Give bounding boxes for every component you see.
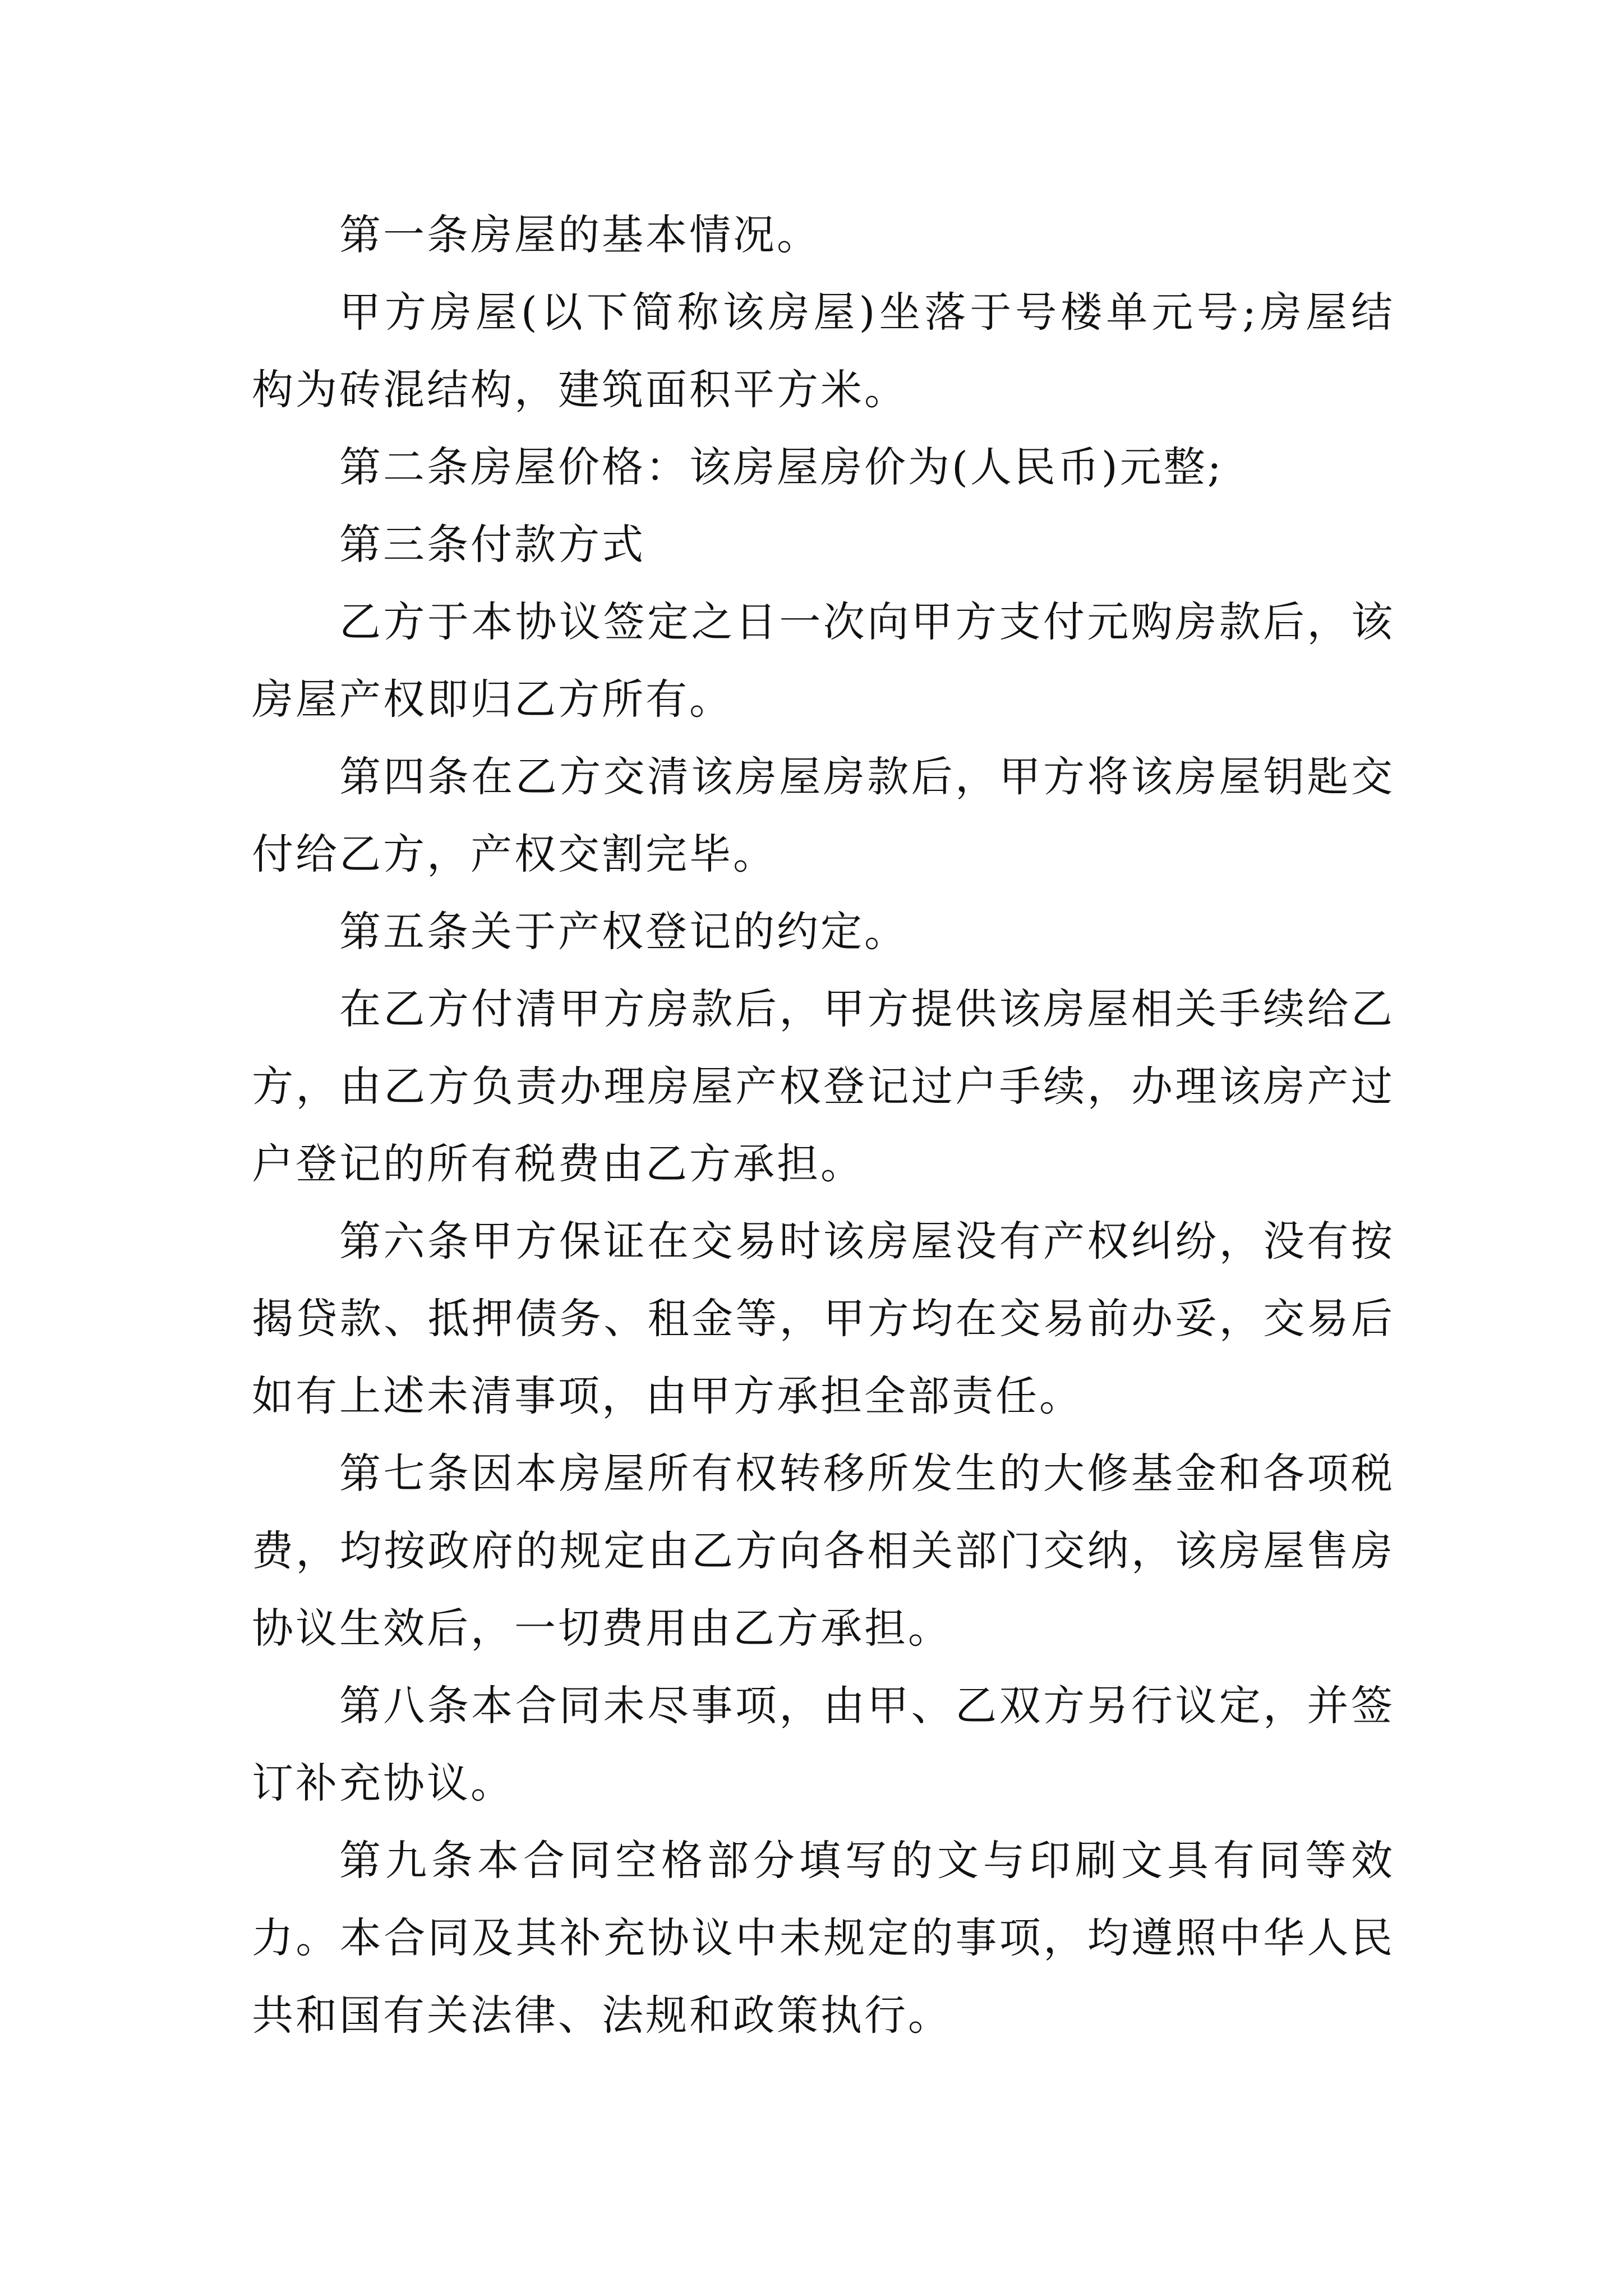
paragraph-article-1-heading: 第一条房屋的基本情况。	[339, 211, 820, 259]
paragraph-article-3-heading: 第三条付款方式	[339, 521, 645, 569]
paragraph-article-2-price: 第二条房屋价格：该房屋房价为(人民币)元整;	[339, 443, 1224, 491]
paragraph-article-5-heading: 第五条关于产权登记的约定。	[339, 908, 908, 956]
paragraph-article-7-fees: 第七条因本房屋所有权转移所发生的大修基金和各项税费，均按政府的规定由乙方向各相关部门交纳，该房屋售房协议生效后，一切费用由乙方承担。	[252, 1450, 1395, 1653]
paragraph-article-4-keys: 第四条在乙方交清该房屋房款后，甲方将该房屋钥匙交付给乙方，产权交割完毕。	[252, 753, 1395, 878]
paragraph-article-9-validity: 第九条本合同空格部分填写的文与印刷文具有同等效力。本合同及其补充协议中未规定的事项，均遵照中华人民共和国有关法律、法规和政策执行。	[252, 1837, 1395, 2040]
paragraph-article-6-guarantee: 第六条甲方保证在交易时该房屋没有产权纠纷，没有按揭贷款、抵押债务、租金等，甲方均在交易前办妥，交易后如有上述未清事项，由甲方承担全部责任。	[252, 1217, 1395, 1420]
paragraph-registration-terms: 在乙方付清甲方房款后，甲方提供该房屋相关手续给乙方，由乙方负责办理房屋产权登记过户手续，办理该房产过户登记的所有税费由乙方承担。	[252, 985, 1395, 1188]
paragraph-article-8-supplement: 第八条本合同未尽事项，由甲、乙双方另行议定，并签订补充协议。	[252, 1682, 1395, 1807]
document-body	[252, 196, 1395, 2054]
paragraph-house-location: 甲方房屋(以下简称该房屋)坐落于号楼单元号;房屋结构为砖混结构，建筑面积平方米。	[252, 288, 1395, 414]
paragraph-payment-terms: 乙方于本协议签定之日一次向甲方支付元购房款后，该房屋产权即归乙方所有。	[252, 598, 1395, 724]
